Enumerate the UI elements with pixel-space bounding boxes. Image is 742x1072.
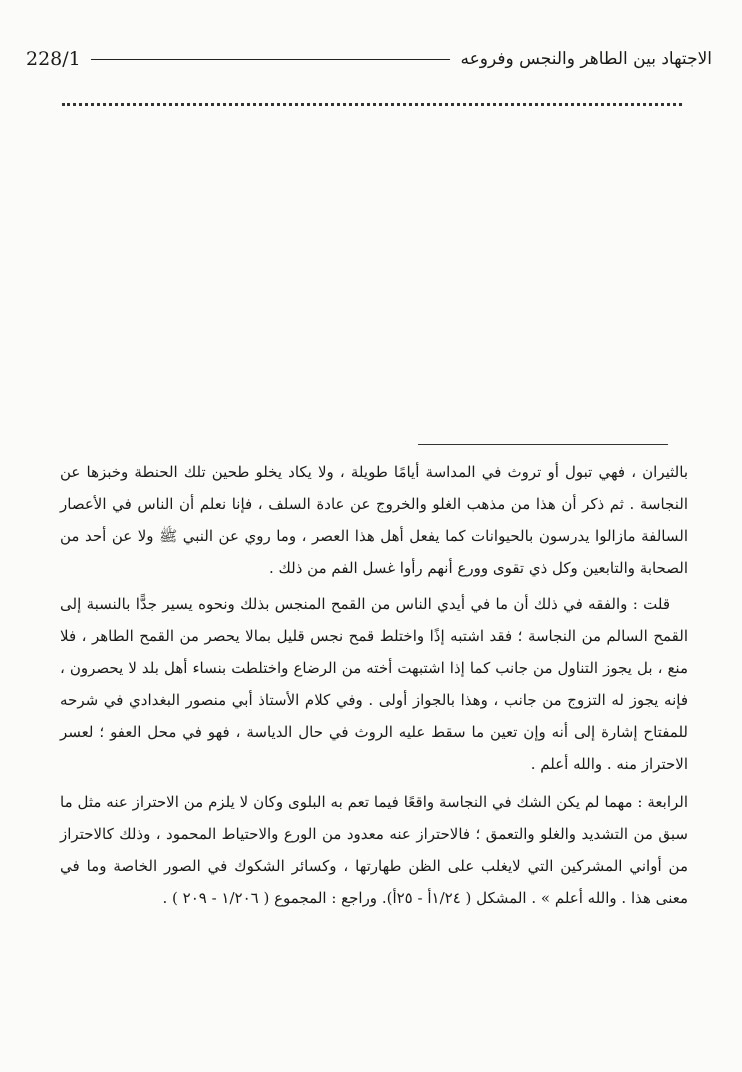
header-rule (91, 59, 451, 60)
page-number: 228/1 (26, 48, 81, 70)
dotted-separator (62, 103, 682, 106)
footnote-paragraph-1: بالثيران ، فهي تبول أو تروث في المداسة أيامًا طويلة ، ولا يكاد يخلو طحين تلك الحنطة وخبزها عن النجاسة . ثم ذكر أن هذا من مذهب الغلو والخروج عن عادة السلف ، فإنا نعلم أن الناس في الأعصار السالفة مازالوا يدرسون بالحيوانات كما يفعل أهل هذا العصر ، وما روي عن النبي ﷺ ولا عن أحد من الصحابة والتابعين وكل ذي تقوى وورع أنهم رأوا غسل الفم من ذلك . (60, 463, 688, 577)
footnote-rule (418, 444, 668, 445)
running-header (26, 44, 712, 74)
footnote-body (60, 456, 688, 918)
running-title: الاجتهاد بين الطاهر والنجس وفروعه (460, 49, 712, 69)
footnote-paragraph-3: الرابعة : مهما لم يكن الشك في النجاسة واقعًا فيما تعم به البلوى وكان لا يلزم من الاحتراز عنه مثل ما سبق من التشديد والغلو والتعمق ؛ فالاحتراز عنه معدود من الورع والاحتياط المحمود ، وذلك كالاحتراز من أواني المشركين التي لايغلب على الظن طهارتها ، وكسائر الشكوك في الصور الخاصة وما في معنى هذا . والله أعلم » . المشكل ( ١/٢٤أ - ٢٥أ). وراجع : المجموع ( ١/٢٠٦ - ٢٠٩ ) . (60, 793, 688, 907)
footnote-paragraph-2: قلت : والفقه في ذلك أن ما في أيدي الناس من القمح المنجس بذلك ونحوه يسير جدًّا بالنسبة إلى القمح السالم من النجاسة ؛ فقد اشتبه إذًا واختلط قمح نجس قليل بمالا يحصر من القمح الطاهر ، فلا منع ، بل يجوز التناول من جانب كما إذا اشتبهت أخته من الرضاع واختلطت بنساء أهل بلد لا يحصرون ، فإنه يجوز له التزوج من جانب ، وهذا بالجواز أولى . وفي كلام الأستاذ أبي منصور البغدادي في شرحه للمفتاح إشارة إلى أنه وإن تعين ما سقط عليه الروث في حال الدياسة ، فهو في محل العفو ؛ لعسر الاحتراز منه . والله أعلم . (60, 595, 688, 773)
